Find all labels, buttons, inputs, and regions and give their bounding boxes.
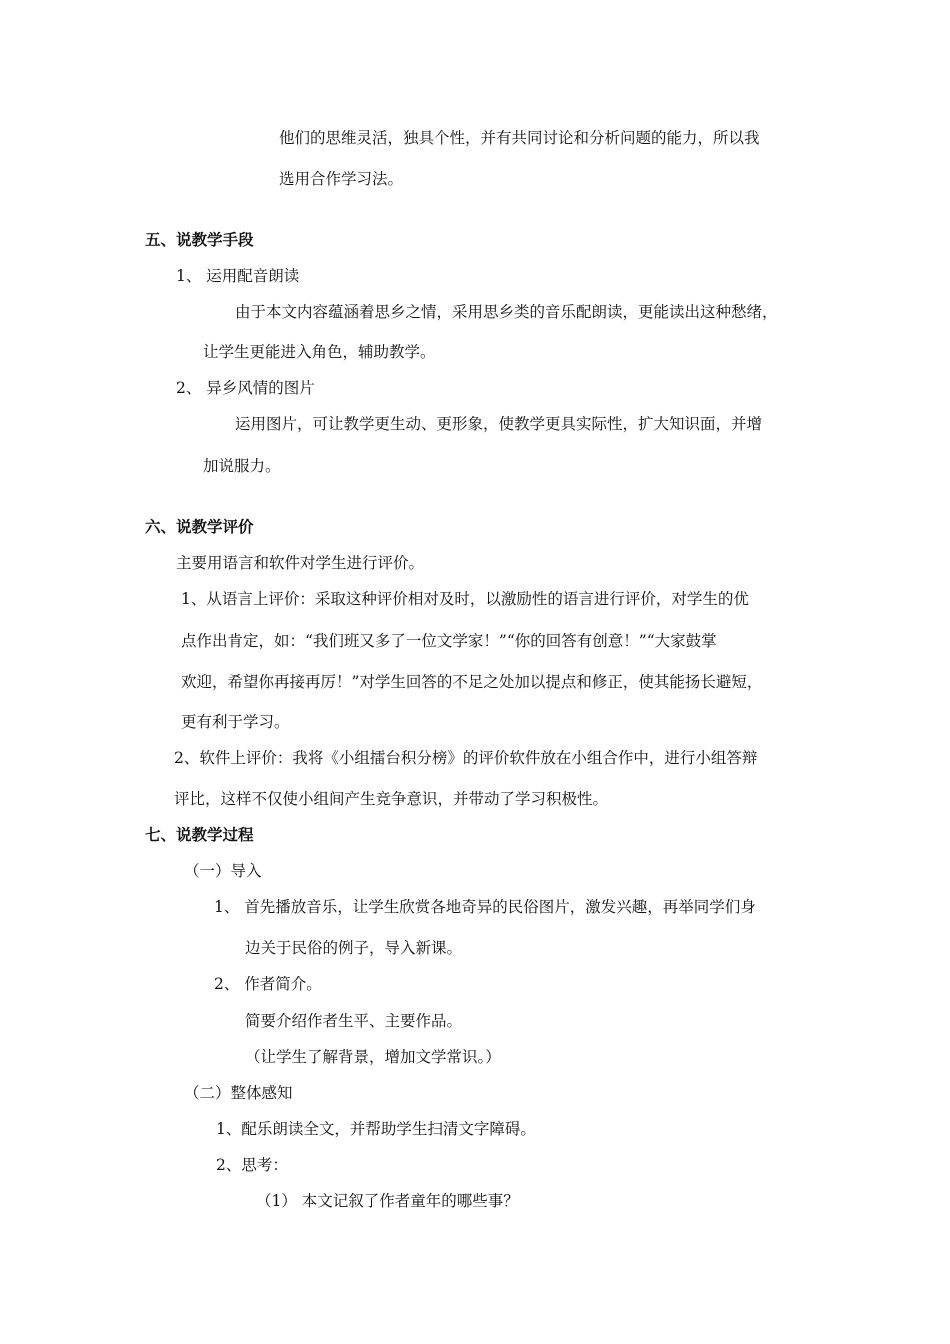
section-heading-7: 七、说教学过程 [145, 826, 254, 844]
paragraph-line: 由于本文内容蕴涵着思乡之情，采用思乡类的音乐配朗读，更能读出这种愁绪， [235, 303, 778, 321]
list-item-title: 2、 作者简介。 [214, 975, 322, 993]
paragraph-line: 简要介绍作者生平、主要作品。 [245, 1012, 463, 1030]
paragraph-line: 1、 首先播放音乐，让学生欣赏各地奇异的民俗图片，激发兴趣，再举同学们身 [214, 898, 756, 916]
paragraph-line: 运用图片，可让教学更生动、更形象，使教学更具实际性，扩大知识面，并增 [235, 415, 763, 433]
paragraph-line: 边关于民俗的例子，导入新课。 [245, 939, 463, 957]
paragraph-line: 2、思考： [216, 1156, 288, 1174]
paragraph-line: 让学生更能进入角色，辅助教学。 [203, 343, 436, 361]
list-item-title: 2、 异乡风情的图片 [176, 379, 315, 397]
section-heading-5: 五、说教学手段 [145, 231, 254, 249]
paragraph-line: 选用合作学习法。 [279, 170, 404, 188]
paragraph-line: 他们的思维灵活，独具个性，并有共同讨论和分析问题的能力，所以我 [279, 129, 760, 147]
paragraph-line: 主要用语言和软件对学生进行评价。 [176, 554, 425, 572]
paragraph-line: 欢迎，希望你再接再厉！”对学生回答的不足之处加以提点和修正，使其能扬长避短， [181, 673, 763, 691]
paragraph-line: （让学生了解背景，增加文学常识。） [245, 1048, 501, 1066]
subsection-heading: （一）导入 [184, 862, 262, 880]
paragraph-line: （1） 本文记叙了作者童年的哪些事？ [256, 1192, 519, 1210]
paragraph-line: 1、配乐朗读全文，并帮助学生扫清文字障碍。 [216, 1120, 536, 1138]
section-heading-6: 六、说教学评价 [145, 518, 254, 536]
paragraph-line: 点作出肯定，如：“我们班又多了一位文学家！”“你的回答有创意！”“大家鼓掌 [181, 632, 717, 650]
paragraph-line: 2、软件上评价：我将《小组擂台积分榜》的评价软件放在小组合作中，进行小组答辩 [174, 749, 758, 767]
subsection-heading: （二）整体感知 [184, 1084, 293, 1102]
list-item-title: 1、 运用配音朗读 [176, 267, 300, 285]
paragraph-line: 加说服力。 [203, 457, 281, 475]
paragraph-line: 1、从语言上评价：采取这种评价相对及时，以激励性的语言进行评价，对学生的优 [181, 590, 749, 608]
paragraph-line: 评比，这样不仅使小组间产生竞争意识，并带动了学习积极性。 [174, 790, 609, 808]
paragraph-line: 更有利于学习。 [181, 713, 290, 731]
